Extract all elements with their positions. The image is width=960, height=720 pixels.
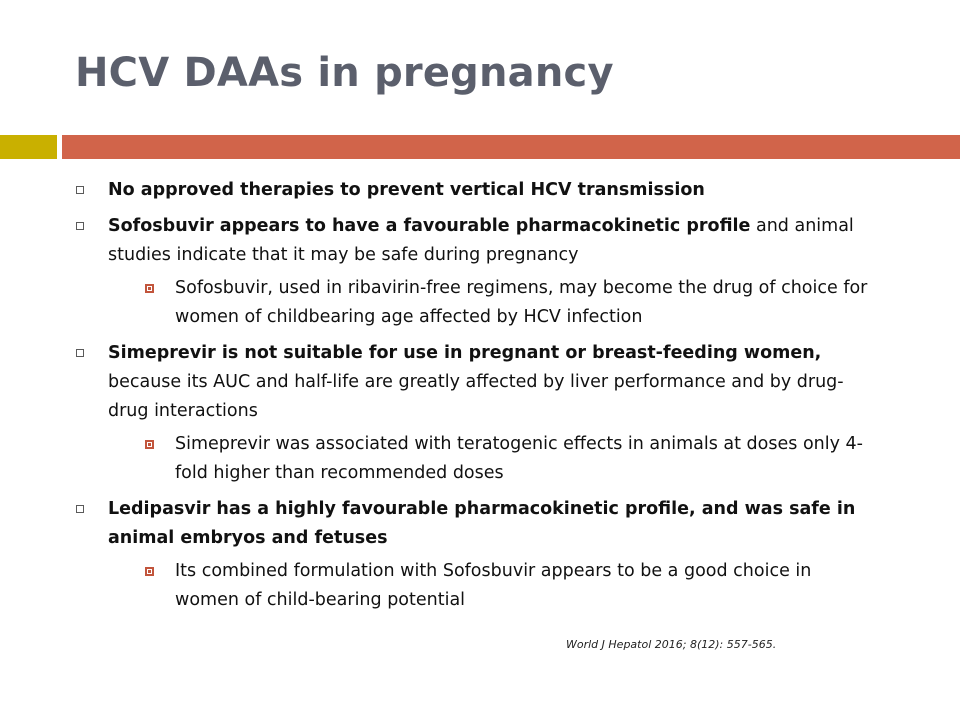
accent-bar-left — [0, 135, 57, 159]
bullet-item — [75, 495, 875, 615]
filled-square-bullet-icon — [145, 440, 154, 449]
sub-bullet-item — [108, 557, 875, 615]
sub-bullet-item — [108, 274, 875, 332]
sub-bullet-text: Sofosbuvir, used in ribavirin-free regimens, may become the drug of choice for women of childbearing age affected by HCV infection — [175, 278, 868, 327]
bullet-item — [75, 339, 875, 488]
sub-bullet-item — [108, 430, 875, 488]
sub-bullet-text: Simeprevir was associated with teratogenic effects in animals at doses only 4-fold higher than recommended doses — [175, 434, 863, 483]
square-bullet-icon — [76, 505, 84, 513]
citation: World J Hepatol 2016; 8(12): 557-565. — [566, 638, 777, 651]
bullet-item — [75, 176, 875, 205]
square-bullet-icon — [76, 186, 84, 194]
bullet-text: because its AUC and half-life are greatly affected by liver performance and by drug-drug interactions — [108, 372, 844, 421]
sub-bullet-text: Its combined formulation with Sofosbuvir appears to be a good choice in women of child-bearing potential — [175, 561, 812, 610]
square-bullet-icon — [76, 349, 84, 357]
square-bullet-icon — [76, 222, 84, 230]
accent-bar-right — [62, 135, 960, 159]
bullet-bold-text: Sofosbuvir appears to have a favourable pharmacokinetic profile — [108, 216, 751, 236]
bullet-text: and animal studies indicate that it may be safe during pregnancy — [108, 216, 854, 265]
filled-square-bullet-icon — [145, 567, 154, 576]
bullet-bold-text: Simeprevir is not suitable for use in pregnant or breast-feeding women, — [108, 343, 822, 363]
bullet-bold-text: Ledipasvir has a highly favourable pharmacokinetic profile, and was safe in animal embryos and fetuses — [108, 499, 856, 548]
filled-square-bullet-icon — [145, 284, 154, 293]
slide-title: HCV DAAs in pregnancy — [75, 50, 614, 96]
bullet-item — [75, 212, 875, 332]
bullet-bold-text: No approved therapies to prevent vertical HCV transmission — [108, 180, 705, 200]
bullet-list — [75, 176, 875, 622]
